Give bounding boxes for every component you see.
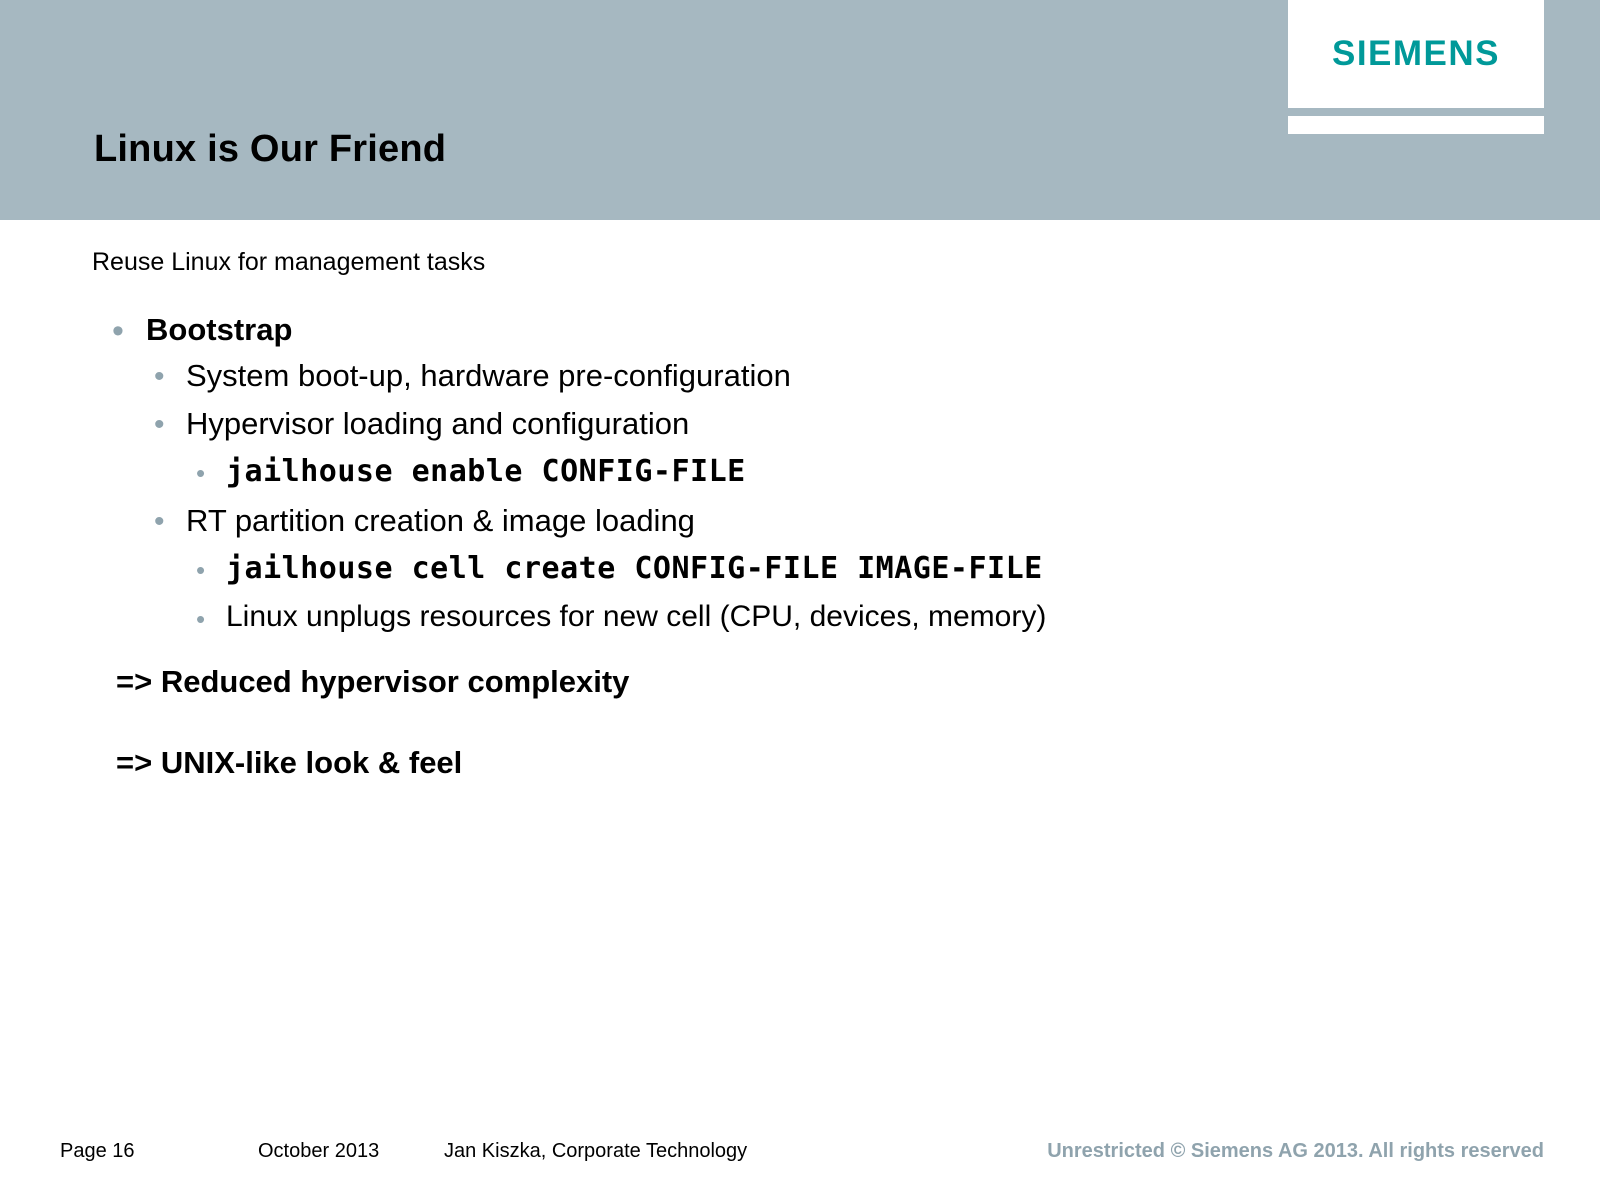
slide-content [92, 312, 1512, 781]
page-title: Linux is Our Friend [94, 128, 447, 170]
list-item-label: Bootstrap [146, 312, 293, 347]
slide-footer [0, 1140, 1600, 1180]
list-item [154, 406, 1512, 442]
list-item-label: System boot-up, hardware pre-configuration [186, 358, 791, 393]
conclusion-line-1: => Reduced hypervisor complexity [116, 664, 630, 699]
bullet-icon: • [196, 458, 206, 488]
bullet-icon: • [154, 360, 165, 393]
slide-subtitle: Reuse Linux for management tasks [92, 248, 486, 276]
list-item-command [196, 454, 1512, 489]
bullet-icon: • [196, 604, 206, 634]
bullet-icon: • [112, 312, 124, 350]
bullet-icon: • [196, 555, 206, 585]
list-item-command [196, 551, 1512, 586]
page-number: Page 16 [60, 1140, 135, 1162]
conclusion-line-2: => UNIX-like look & feel [116, 745, 463, 780]
list-item [154, 358, 1512, 394]
logo-underbar [1288, 116, 1544, 134]
list-item-label: Linux unplugs resources for new cell (CPU, devices, memory) [226, 600, 1047, 633]
siemens-logo [1288, 0, 1544, 108]
command-text: jailhouse cell create CONFIG-FILE IMAGE-FILE [226, 551, 1043, 586]
footer-author: Jan Kiszka, Corporate Technology [444, 1140, 748, 1162]
list-item-label: Hypervisor loading and configuration [186, 406, 690, 441]
command-text: jailhouse enable CONFIG-FILE [226, 454, 746, 489]
siemens-wordmark-icon: SIEMENS [1331, 34, 1501, 73]
list-item [112, 312, 1512, 348]
footer-date: October 2013 [258, 1140, 380, 1162]
bullet-icon: • [154, 505, 165, 538]
bullet-icon: • [154, 408, 165, 441]
footer-copyright: Unrestricted © Siemens AG 2013. All rights reserved [1047, 1140, 1544, 1162]
list-item [196, 600, 1512, 634]
slide-header-band [0, 0, 1600, 220]
list-item-label: RT partition creation & image loading [186, 503, 695, 538]
list-item [154, 503, 1512, 539]
